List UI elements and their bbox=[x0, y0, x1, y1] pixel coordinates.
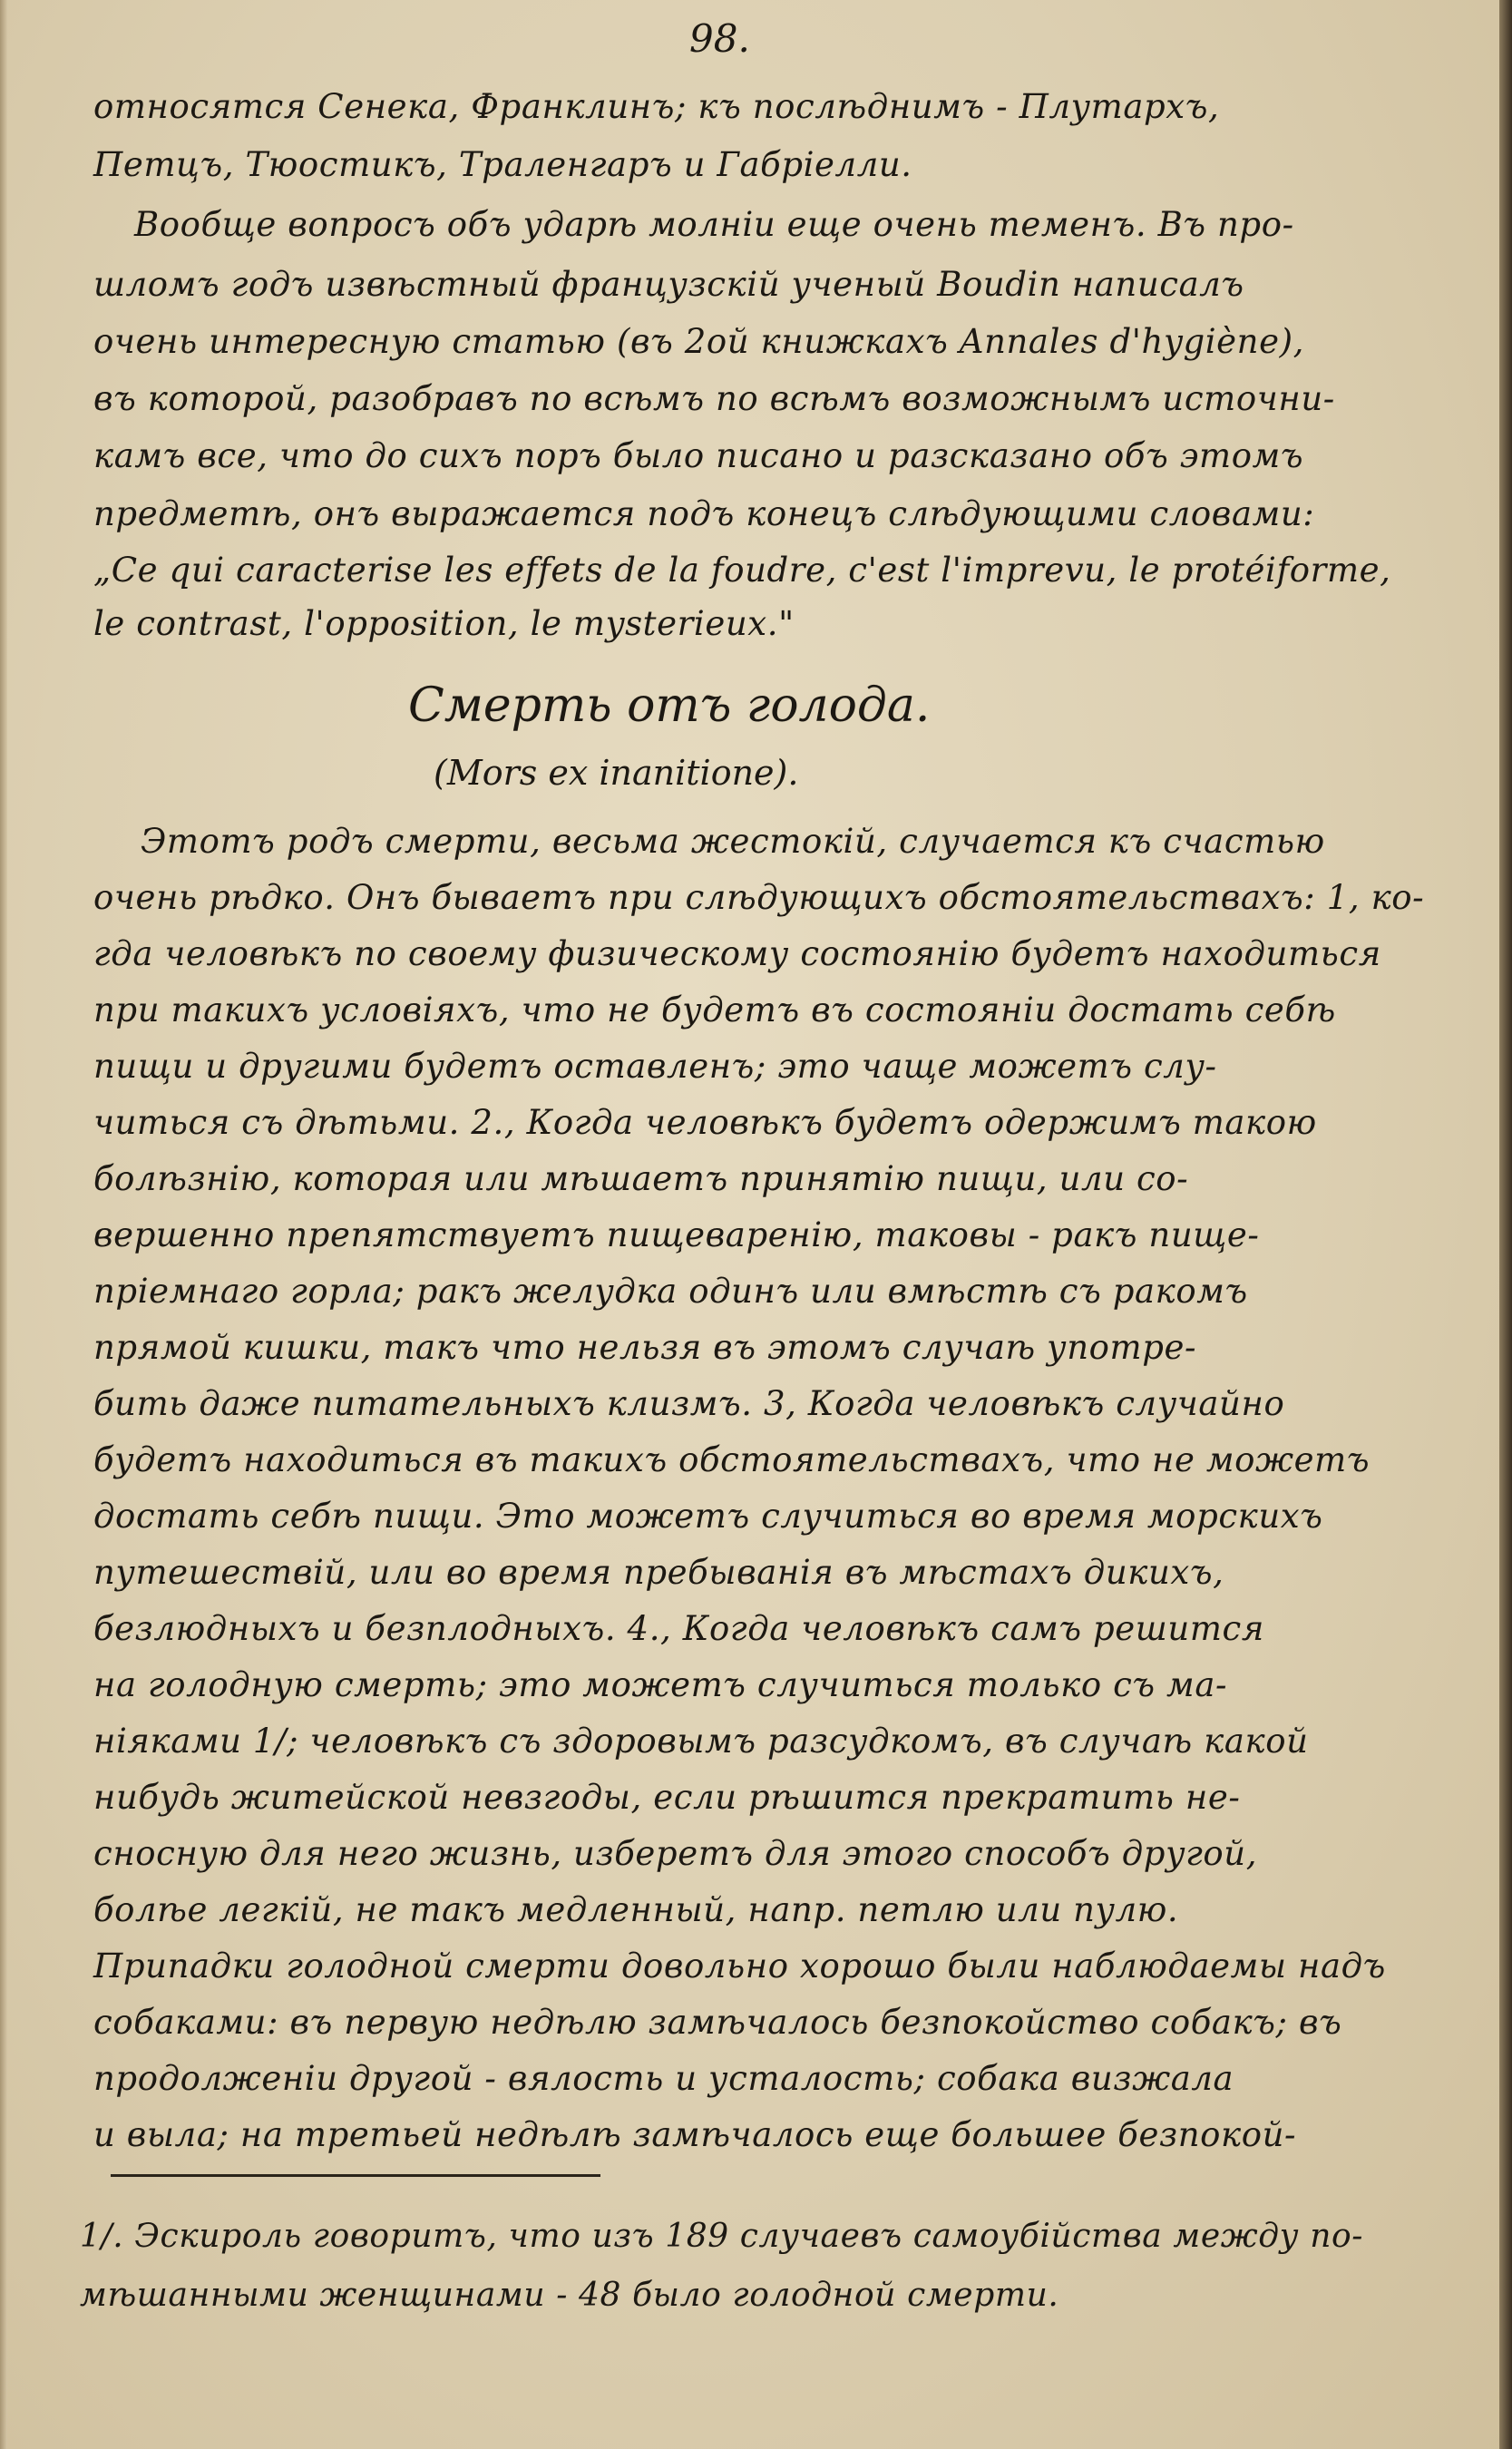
footnote-line: мѣшанными женщинами - 48 было голодной смерти. bbox=[80, 2277, 1059, 2314]
text-line: относятся Сенека, Франклинъ; къ послѣднимъ - Плутархъ, bbox=[93, 87, 1220, 126]
text-line: Вообще вопросъ объ ударѣ молніи еще очень теменъ. Въ про- bbox=[134, 205, 1294, 244]
text-line: ніяками 1/; человѣкъ съ здоровымъ разсудкомъ, въ случаѣ какой bbox=[93, 1722, 1309, 1761]
text-line: шломъ годъ извѣстный французскій ученый Boudin написалъ bbox=[93, 265, 1244, 304]
text-line: le contrast, l'opposition, le mysterieux." bbox=[93, 604, 795, 643]
text-line: болѣзнію, которая или мѣшаетъ принятію пищи, или со- bbox=[93, 1159, 1189, 1198]
text-line: пищи и другими будетъ оставленъ; это чаще можетъ слу- bbox=[93, 1047, 1217, 1086]
text-line: будетъ находиться въ такихъ обстоятельствахъ, что не можетъ bbox=[93, 1440, 1371, 1479]
text-line: въ которой, разобравъ по всѣмъ по всѣмъ возможнымъ источни- bbox=[93, 379, 1335, 418]
page-number: 98. bbox=[689, 16, 750, 61]
text-line: „Ce qui caracterise les effets de la foudre, c'est l'imprevu, le protéiforme, bbox=[93, 551, 1391, 590]
text-line: Припадки голодной смерти довольно хорошо были наблюдаемы надъ bbox=[93, 1947, 1386, 1986]
text-line: прямой кишки, такъ что нельзя въ этомъ случаѣ употре- bbox=[93, 1328, 1197, 1367]
section-subheading: (Mors ex inanitione). bbox=[434, 753, 799, 793]
footnote-line: 1/. Эскироль говоритъ, что изъ 189 случаевъ самоубійства между по- bbox=[80, 2218, 1364, 2255]
section-heading: Смерть отъ голода. bbox=[408, 678, 931, 733]
text-line: очень рѣдко. Онъ бываетъ при слѣдующихъ обстоятельствахъ: 1, ко- bbox=[93, 878, 1425, 917]
text-line: гда человѣкъ по своему физическому состоянію будетъ находиться bbox=[93, 934, 1381, 973]
text-line: при такихъ условіяхъ, что не будетъ въ состояніи достать себѣ bbox=[93, 990, 1336, 1029]
text-line: безлюдныхъ и безплодныхъ. 4., Когда человѣкъ самъ решится bbox=[93, 1609, 1264, 1648]
page-right-edge bbox=[1499, 0, 1512, 2449]
text-line: собаками: въ первую недѣлю замѣчалось безпокойство собакъ; въ bbox=[93, 2003, 1342, 2042]
text-line: нибудь житейской невзгоды, если рѣшится прекратить не- bbox=[93, 1778, 1241, 1817]
text-line: вершенно препятствуетъ пищеваренію, таковы - ракъ пище- bbox=[93, 1215, 1260, 1254]
text-line: достать себѣ пищи. Это можетъ случиться во время морскихъ bbox=[93, 1497, 1323, 1536]
text-line: Этотъ родъ смерти, весьма жестокій, случается къ счастью bbox=[141, 822, 1325, 861]
text-line: пріемнаго горла; ракъ желудка одинъ или вмѣстѣ съ ракомъ bbox=[93, 1272, 1248, 1311]
text-line: продолженіи другой - вялость и усталость; собака визжала bbox=[93, 2059, 1234, 2098]
text-line: сносную для него жизнь, изберетъ для этого способъ другой, bbox=[93, 1834, 1258, 1873]
text-line: бить даже питательныхъ клизмъ. 3, Когда человѣкъ случайно bbox=[93, 1384, 1285, 1423]
text-line: читься съ дѣтьми. 2., Когда человѣкъ будетъ одержимъ такою bbox=[93, 1103, 1317, 1142]
text-line: болѣе легкій, не такъ медленный, напр. петлю или пулю. bbox=[93, 1890, 1179, 1929]
text-line: и выла; на третьей недѣлѣ замѣчалось еще большее безпокой- bbox=[93, 2115, 1297, 2154]
footnote-divider bbox=[111, 2174, 600, 2177]
text-line: камъ все, что до сихъ поръ было писано и разсказано объ этомъ bbox=[93, 436, 1304, 475]
page-left-edge bbox=[0, 0, 7, 2449]
text-line: очень интересную статью (въ 2ой книжкахъ Annales d'hygiène), bbox=[93, 322, 1304, 361]
text-line: на голодную смерть; это можетъ случиться только съ ма- bbox=[93, 1665, 1228, 1704]
text-line: Петцъ, Тюостикъ, Траленгаръ и Габріелли. bbox=[93, 145, 912, 184]
text-line: предметѣ, онъ выражается подъ конецъ слѣдующими словами: bbox=[93, 494, 1315, 533]
text-line: путешествій, или во время пребыванія въ мѣстахъ дикихъ, bbox=[93, 1553, 1224, 1592]
